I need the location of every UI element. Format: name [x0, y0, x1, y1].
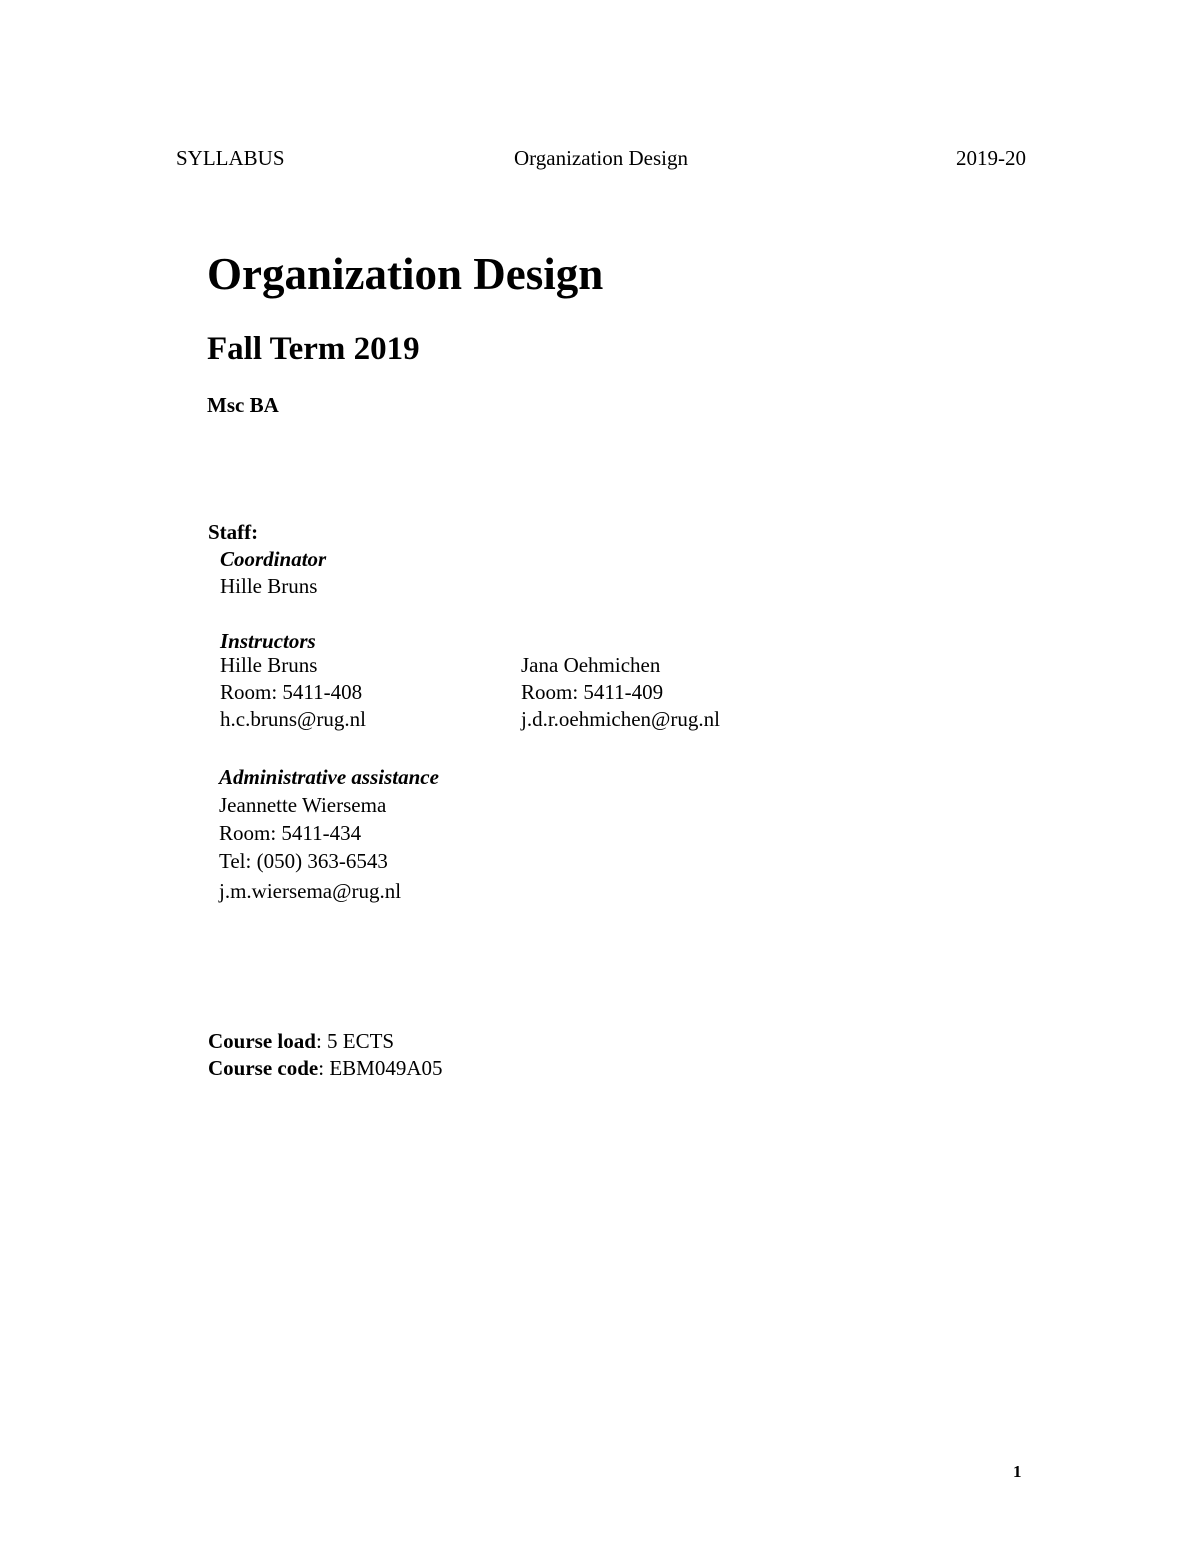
coordinator-role: Coordinator — [220, 547, 327, 571]
header-right-text: 2019-20 — [956, 146, 1026, 170]
program-label: Msc BA — [207, 393, 279, 417]
course-code-line — [208, 1054, 443, 1082]
course-load-line — [208, 1027, 394, 1055]
running-header — [176, 144, 1026, 172]
admin-role: Administrative assistance — [219, 765, 439, 789]
instructor-1-room: Room: 5411-408 — [220, 680, 363, 704]
course-load-value: : 5 ECTS — [315, 1029, 395, 1053]
instructor-2-name: Jana Oehmichen — [521, 653, 661, 677]
instructor-1-name: Hille Bruns — [220, 653, 318, 677]
course-load-label: Course load — [208, 1029, 316, 1053]
header-left-text: SYLLABUS — [176, 146, 285, 170]
admin-phone: Tel: (050) 363-6543 — [219, 849, 388, 873]
header-center-text: Organization Design — [514, 146, 688, 170]
document-title: Organization Design — [207, 249, 604, 299]
coordinator-name: Hille Bruns — [220, 574, 318, 598]
admin-email[interactable]: j.m.wiersema@rug.nl — [219, 879, 402, 903]
term-heading: Fall Term 2019 — [207, 331, 420, 367]
admin-room: Room: 5411-434 — [219, 821, 362, 845]
instructors-role: Instructors — [220, 629, 316, 653]
instructor-2-email[interactable]: j.d.r.oehmichen@rug.nl — [521, 707, 720, 731]
instructor-1-email[interactable]: h.c.bruns@rug.nl — [220, 707, 366, 731]
course-code-label: Course code — [208, 1056, 319, 1080]
instructor-2-room: Room: 5411-409 — [521, 680, 664, 704]
staff-heading: Staff: — [208, 520, 259, 544]
course-code-value: : EBM049A05 — [318, 1056, 443, 1080]
page-number: 1 — [1013, 1462, 1022, 1481]
admin-name: Jeannette Wiersema — [219, 793, 387, 817]
